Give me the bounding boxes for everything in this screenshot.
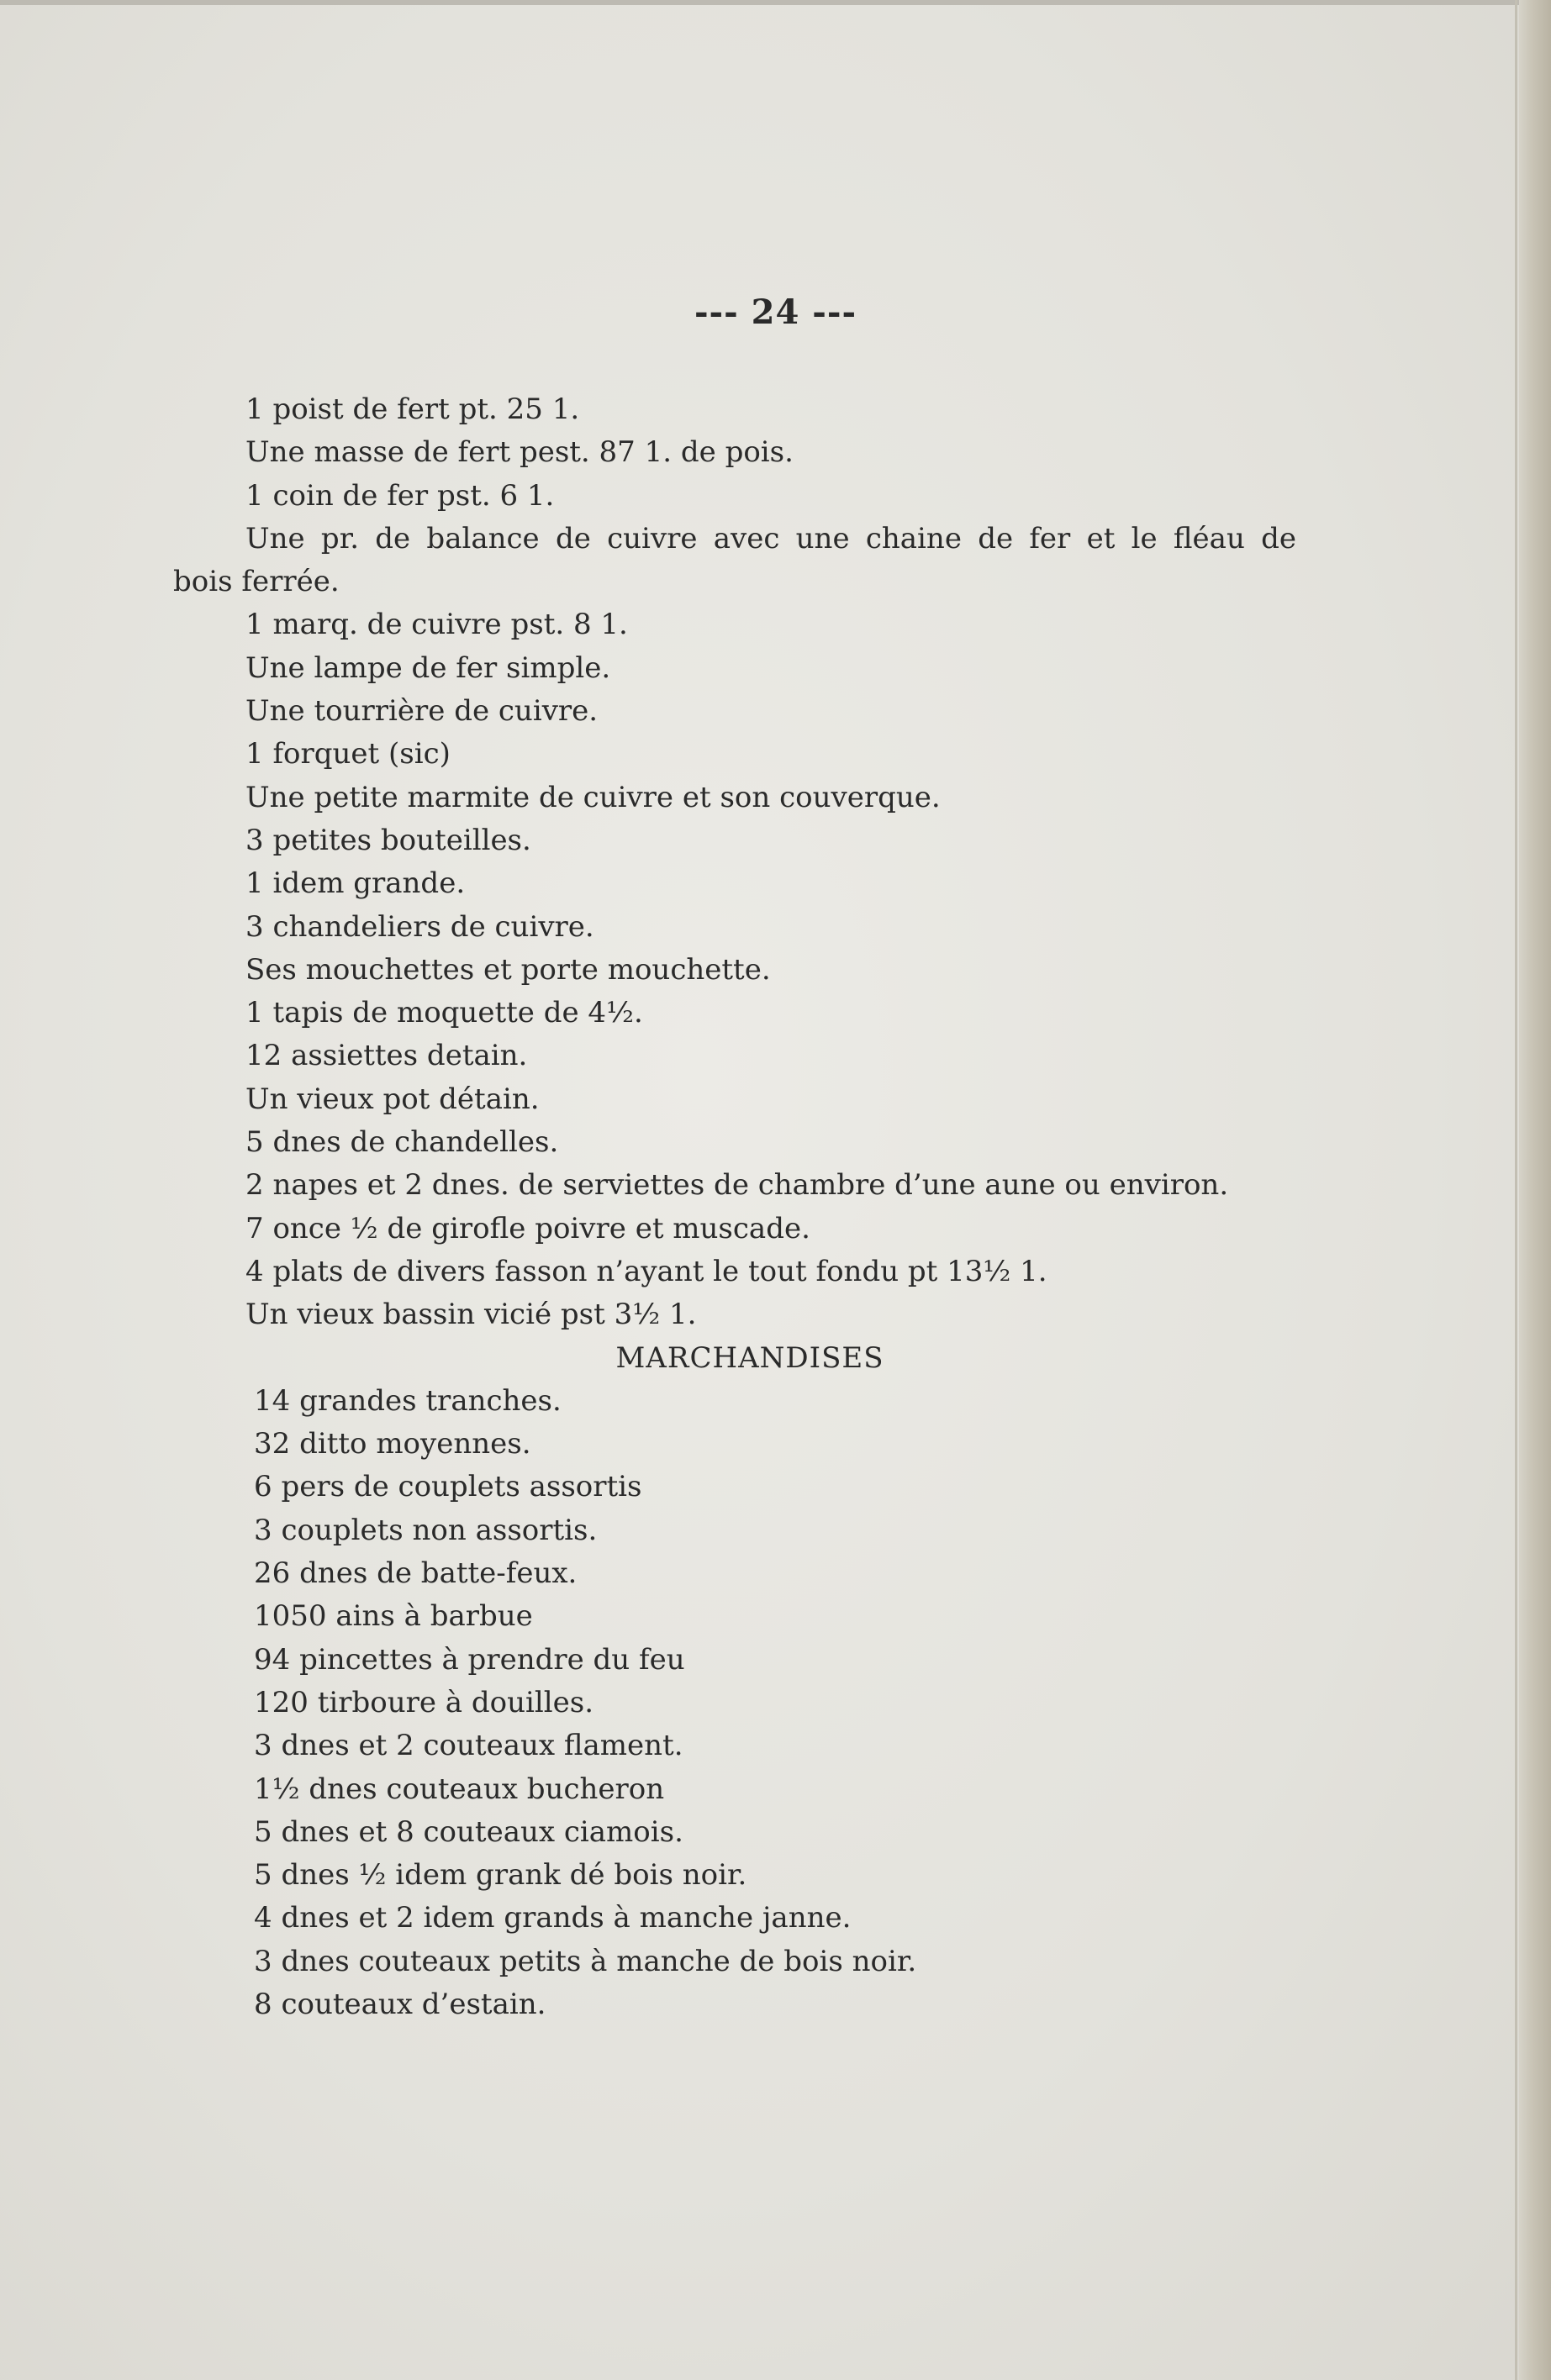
top-edge — [0, 0, 1551, 5]
text-line: 7 once ½ de girofle poivre et muscade. — [245, 1211, 810, 1245]
text-line: Une tourrière de cuivre. — [245, 694, 599, 729]
text-line: 1 idem grande. — [245, 866, 466, 901]
text-line: 5 dnes ½ idem grank dé bois noir. — [254, 1858, 747, 1893]
text-line: 1050 ains à barbue — [254, 1599, 533, 1634]
text-line: 1 tapis de moquette de 4½. — [245, 996, 643, 1030]
text-line: 12 assiettes detain. — [245, 1039, 528, 1073]
text-line: 32 ditto moyennes. — [254, 1427, 531, 1461]
text-line: Une pr. de balance de cuivre avec une chaine de fer et le fléau de — [245, 521, 1296, 556]
text-line: Une lampe de fer simple. — [245, 650, 611, 685]
text-line: 5 dnes de chandelles. — [245, 1125, 559, 1160]
text-line: 3 petites bouteilles. — [245, 823, 531, 857]
text-line-continuation: bois ferrée. — [173, 565, 340, 599]
text-line: Une petite marmite de cuivre et son couverque. — [245, 780, 941, 814]
inventory-text — [173, 388, 1338, 2026]
text-line: 14 grandes tranches. — [254, 1383, 562, 1418]
text-line: 1 poist de fert pt. 25 1. — [245, 392, 580, 426]
text-line: 1½ dnes couteaux bucheron — [254, 1772, 665, 1806]
binding-line — [1515, 0, 1517, 2380]
text-line: 1 coin de fer pst. 6 1. — [245, 478, 555, 513]
text-line: 3 chandeliers de cuivre. — [245, 909, 594, 944]
text-line: 5 dnes et 8 couteaux ciamois. — [254, 1814, 683, 1849]
section-heading: MARCHANDISES — [615, 1340, 884, 1375]
text-line: Un vieux pot détain. — [245, 1082, 540, 1116]
page-number: --- 24 --- — [694, 292, 857, 332]
text-line: 1 marq. de cuivre pst. 8 1. — [245, 608, 628, 642]
text-line: Une masse de fert pest. 87 1. de pois. — [245, 435, 794, 470]
text-line: 3 dnes et 2 couteaux flament. — [254, 1729, 683, 1763]
text-line: Un vieux bassin vicié pst 3½ 1. — [245, 1298, 697, 1332]
text-line: 4 dnes et 2 idem grands à manche janne. — [254, 1901, 852, 1935]
text-line: 3 dnes couteaux petits à manche de bois noir. — [254, 1944, 917, 1978]
text-line: 3 couplets non assortis. — [254, 1513, 598, 1547]
text-line: 4 plats de divers fasson n’ayant le tout fondu pt 13½ 1. — [245, 1254, 1047, 1288]
text-line: Ses mouchettes et porte mouchette. — [245, 952, 771, 987]
page-right-edge — [1519, 0, 1551, 2380]
text-line: 6 pers de couplets assortis — [254, 1470, 642, 1504]
text-line: 94 pincettes à prendre du feu — [254, 1642, 685, 1677]
text-line: 2 napes et 2 dnes. de serviettes de chambre d’une aune ou environ. — [245, 1168, 1229, 1203]
text-line: 1 forquet (sic) — [245, 737, 451, 771]
text-line: 26 dnes de batte-feux. — [254, 1556, 578, 1591]
text-line: 8 couteaux d’estain. — [254, 1987, 546, 2021]
text-line: 120 tirboure à douilles. — [254, 1685, 594, 1719]
